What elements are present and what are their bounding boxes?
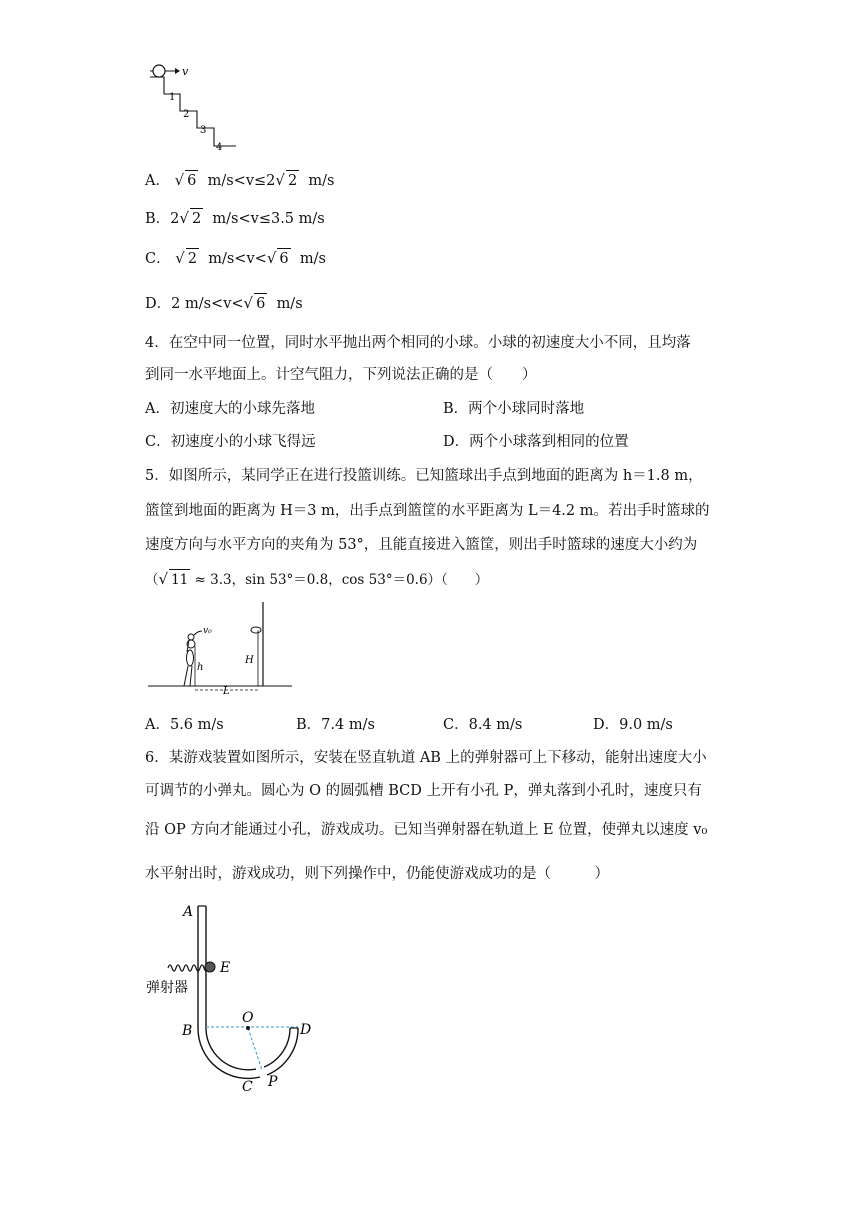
q5-option-b: B．7.4 m/s (296, 717, 375, 733)
launcher-figure (140, 898, 340, 1098)
point-e-label: E (220, 960, 231, 976)
q3-option-b: B．2√ 2 m/s<v≤3.5 m/s (145, 209, 325, 227)
q4-stem-line-1: 4．在空中同一位置，同时水平抛出两个相同的小球。小球的初速度大小不同，且均落 (145, 335, 691, 351)
q4-option-c: C．初速度小的小球飞得远 (145, 434, 316, 450)
velocity-label: v (182, 65, 189, 78)
step-label-2: 2 (183, 109, 190, 120)
hoop-icon (251, 627, 261, 633)
point-p-label: P (268, 1074, 278, 1090)
q4-stem-line-2: 到同一水平地面上。计空气阻力，下列说法正确的是（ ） (145, 367, 537, 383)
q3-option-c: C． √ 2 m/s<v<√ 6 m/s (145, 249, 326, 267)
launcher-label: 弹射器 (146, 980, 188, 996)
ball-icon (153, 65, 165, 77)
step-label-3: 3 (200, 125, 207, 136)
q6-stem-line-4: 水平射出时，游戏成功，则下列操作中，仍能使游戏成功的是（ ） (145, 866, 609, 882)
q5-stem-line-1: 5．如图所示，某同学正在进行投篮训练。已知篮球出手点到地面的距离为 h＝1.8 m， (145, 468, 703, 484)
q5-stem-line-4: （√ 11 ≈ 3.3，sin 53°＝0.8，cos 53°＝0.6）（ ） (145, 570, 489, 588)
q3-option-a: A． √ 6 m/s<v≤2√ 2 m/s (145, 171, 335, 189)
spring-icon (168, 965, 208, 971)
h-label: h (197, 662, 204, 673)
point-o-label: O (242, 1010, 254, 1026)
H-label: H (245, 655, 254, 666)
point-b-label: B (182, 1023, 193, 1039)
step-label-1: 1 (169, 92, 176, 103)
q5-option-d: D．9.0 m/s (593, 717, 673, 733)
q4-option-b: B．两个小球同时落地 (443, 401, 585, 417)
q5-stem-line-2: 篮筐到地面的距离为 H＝3 m，出手点到篮筐的水平距离为 L＝4.2 m。若出手时篮球的 (145, 503, 710, 519)
person-icon (184, 640, 195, 686)
point-d-label: D (300, 1022, 312, 1038)
pellet-icon (205, 962, 215, 972)
q5-option-a: A．5.6 m/s (145, 717, 224, 733)
q5-stem-line-3: 速度方向与水平方向的夹角为 53°，且能直接进入篮筐，则出手时篮球的速度大小约为 (145, 537, 698, 553)
q3-option-d: D．2 m/s<v<√ 6 m/s (145, 294, 303, 312)
q5-option-c: C．8.4 m/s (443, 717, 523, 733)
v0-label: v₀ (203, 626, 212, 636)
stairs-figure (142, 60, 252, 160)
arc-groove (198, 1028, 260, 1078)
point-c-label: C (242, 1079, 253, 1095)
basketball-figure (146, 600, 296, 695)
basketball-icon (188, 634, 194, 640)
q6-stem-line-1: 6．某游戏装置如图所示，安装在竖直轨道 AB 上的弹射器可上下移动，能射出速度大小 (145, 750, 707, 766)
q6-stem-line-3: 沿 OP 方向才能通过小孔，游戏成功。已知当弹射器在轨道上 E 位置，使弹丸以速度 v₀ (145, 822, 708, 838)
q4-option-d: D．两个小球落到相同的位置 (443, 434, 629, 450)
L-label: L (223, 686, 230, 695)
point-a-label: A (183, 904, 194, 920)
q6-stem-line-2: 可调节的小弹丸。圆心为 O 的圆弧槽 BCD 上开有小孔 P，弹丸落到小孔时，速度只有 (145, 783, 702, 799)
center-o-dot (246, 1026, 250, 1030)
q4-option-a: A．初速度大的小球先落地 (145, 401, 315, 417)
step-label-4: 4 (216, 142, 223, 153)
